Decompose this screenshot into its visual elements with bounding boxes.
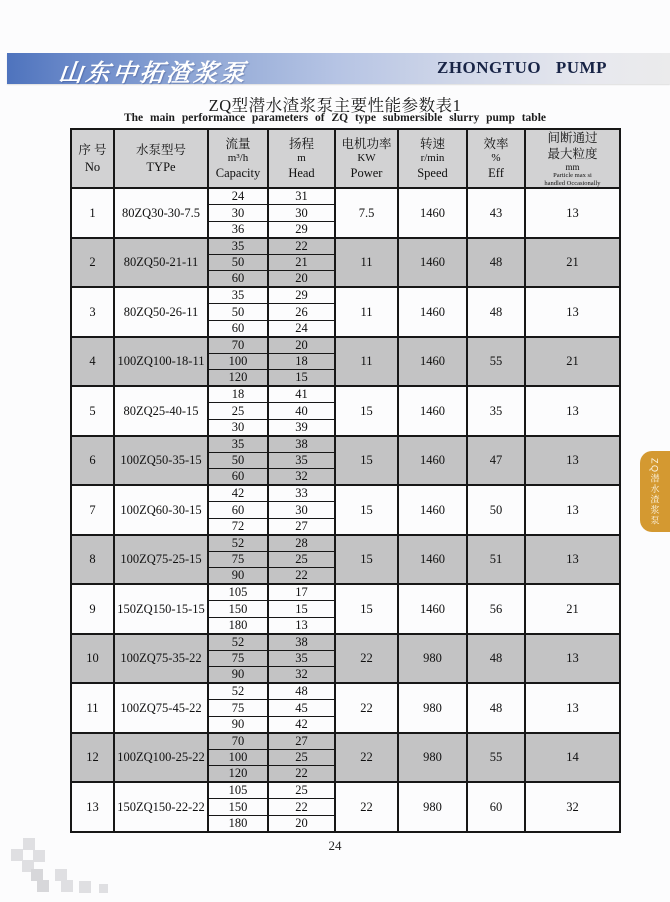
col-header-head: 扬程 m Head — [268, 129, 335, 188]
cell-row-no: 7 — [71, 485, 114, 535]
cell-pump-type: 80ZQ30-30-7.5 — [114, 188, 208, 238]
cell-row-no: 3 — [71, 287, 114, 337]
pump-row-11-sub-1 — [71, 683, 620, 700]
cell-pump-type: 150ZQ150-22-22 — [114, 782, 208, 832]
cell-head: 17 — [268, 584, 335, 601]
cell-capacity: 35 — [208, 238, 268, 255]
cell-power: 15 — [335, 436, 398, 486]
cell-pump-type: 100ZQ60-30-15 — [114, 485, 208, 535]
side-tab-label: ZQ潜水渣浆泵 — [649, 457, 660, 526]
cell-capacity: 150 — [208, 601, 268, 618]
pump-row-4-sub-1 — [71, 337, 620, 354]
cell-head: 20 — [268, 271, 335, 288]
cell-power: 15 — [335, 386, 398, 436]
cell-eff: 55 — [467, 733, 525, 783]
cell-capacity: 75 — [208, 650, 268, 667]
cell-head: 26 — [268, 304, 335, 321]
cell-capacity: 52 — [208, 634, 268, 651]
cell-particle: 13 — [525, 485, 620, 535]
cell-capacity: 105 — [208, 584, 268, 601]
cell-pump-type: 80ZQ25-40-15 — [114, 386, 208, 436]
cell-capacity: 30 — [208, 205, 268, 222]
cell-capacity: 60 — [208, 271, 268, 288]
cell-capacity: 70 — [208, 733, 268, 750]
cell-particle: 21 — [525, 238, 620, 288]
cell-particle: 13 — [525, 535, 620, 585]
cell-head: 30 — [268, 205, 335, 222]
cell-row-no: 2 — [71, 238, 114, 288]
cell-row-no: 1 — [71, 188, 114, 238]
cell-power: 15 — [335, 485, 398, 535]
table-header-row — [71, 129, 620, 188]
cell-row-no: 8 — [71, 535, 114, 585]
cell-speed: 1460 — [398, 238, 467, 288]
cell-eff: 43 — [467, 188, 525, 238]
cell-eff: 47 — [467, 436, 525, 486]
cell-capacity: 35 — [208, 436, 268, 453]
cell-head: 38 — [268, 436, 335, 453]
cell-head: 28 — [268, 535, 335, 552]
cell-eff: 48 — [467, 683, 525, 733]
cell-speed: 980 — [398, 634, 467, 684]
cell-capacity: 50 — [208, 452, 268, 469]
cell-capacity: 180 — [208, 617, 268, 634]
cell-speed: 1460 — [398, 287, 467, 337]
cell-row-no: 4 — [71, 337, 114, 387]
checker-square — [55, 869, 67, 881]
cell-head: 25 — [268, 551, 335, 568]
side-tab-zq-pump[interactable] — [640, 451, 670, 532]
cell-capacity: 120 — [208, 370, 268, 387]
cell-speed: 1460 — [398, 584, 467, 634]
cell-power: 22 — [335, 782, 398, 832]
cell-capacity: 30 — [208, 419, 268, 436]
cell-pump-type: 100ZQ50-35-15 — [114, 436, 208, 486]
cell-eff: 48 — [467, 634, 525, 684]
cell-power: 7.5 — [335, 188, 398, 238]
cell-capacity: 100 — [208, 749, 268, 766]
cell-head: 29 — [268, 287, 335, 304]
pump-row-3-sub-1 — [71, 287, 620, 304]
col-header-type: 水泵型号 TYPe — [114, 129, 208, 188]
cell-speed: 1460 — [398, 337, 467, 387]
cell-capacity: 75 — [208, 700, 268, 717]
cell-capacity: 52 — [208, 535, 268, 552]
cell-eff: 60 — [467, 782, 525, 832]
cell-head: 29 — [268, 221, 335, 238]
cell-head: 33 — [268, 485, 335, 502]
pump-row-8-sub-1 — [71, 535, 620, 552]
cell-head: 32 — [268, 469, 335, 486]
cell-head: 35 — [268, 452, 335, 469]
pump-row-13-sub-1 — [71, 782, 620, 799]
cell-head: 15 — [268, 370, 335, 387]
col-header-capacity: 流量 m³/h Capacity — [208, 129, 268, 188]
cell-capacity: 50 — [208, 254, 268, 271]
cell-speed: 980 — [398, 733, 467, 783]
cell-row-no: 13 — [71, 782, 114, 832]
pump-row-2-sub-1 — [71, 238, 620, 255]
cell-head: 27 — [268, 733, 335, 750]
company-logo-calligraphy: 山东中拓渣浆泵 — [57, 58, 250, 87]
cell-capacity: 60 — [208, 469, 268, 486]
cell-speed: 1460 — [398, 535, 467, 585]
cell-speed: 1460 — [398, 485, 467, 535]
cell-head: 30 — [268, 502, 335, 519]
page-title-chinese: ZQ型潜水渣浆泵主要性能参数表1 — [208, 96, 462, 115]
page-title-english: The main performance parameters of ZQ type submersible slurry pump table — [123, 112, 547, 124]
cell-capacity: 90 — [208, 568, 268, 585]
cell-row-no: 10 — [71, 634, 114, 684]
cell-row-no: 6 — [71, 436, 114, 486]
cell-speed: 980 — [398, 683, 467, 733]
cell-head: 42 — [268, 716, 335, 733]
cell-capacity: 75 — [208, 551, 268, 568]
cell-capacity: 120 — [208, 766, 268, 783]
cell-particle: 32 — [525, 782, 620, 832]
cell-head: 32 — [268, 667, 335, 684]
cell-row-no: 12 — [71, 733, 114, 783]
col-header-no: 序 号 No — [71, 129, 114, 188]
cell-capacity: 60 — [208, 320, 268, 337]
cell-pump-type: 100ZQ75-35-22 — [114, 634, 208, 684]
cell-pump-type: 100ZQ75-25-15 — [114, 535, 208, 585]
cell-head: 24 — [268, 320, 335, 337]
col-header-power: 电机功率 KW Power — [335, 129, 398, 188]
cell-capacity: 35 — [208, 287, 268, 304]
cell-row-no: 9 — [71, 584, 114, 634]
cell-pump-type: 100ZQ100-18-11 — [114, 337, 208, 387]
cell-speed: 1460 — [398, 188, 467, 238]
checker-square — [31, 869, 43, 881]
pump-row-5-sub-1 — [71, 386, 620, 403]
cell-head: 25 — [268, 749, 335, 766]
cell-head: 38 — [268, 634, 335, 651]
cell-power: 11 — [335, 287, 398, 337]
cell-capacity: 42 — [208, 485, 268, 502]
cell-head: 39 — [268, 419, 335, 436]
cell-eff: 55 — [467, 337, 525, 387]
cell-eff: 50 — [467, 485, 525, 535]
pump-row-7-sub-1 — [71, 485, 620, 502]
pump-row-1-sub-1 — [71, 188, 620, 205]
cell-head: 20 — [268, 337, 335, 354]
cell-head: 20 — [268, 815, 335, 832]
cell-particle: 13 — [525, 683, 620, 733]
cell-head: 22 — [268, 238, 335, 255]
col-header-speed: 转速 r/min Speed — [398, 129, 467, 188]
cell-particle: 21 — [525, 337, 620, 387]
cell-speed: 1460 — [398, 386, 467, 436]
cell-head: 15 — [268, 601, 335, 618]
page-number: 24 — [328, 838, 342, 853]
cell-capacity: 72 — [208, 518, 268, 535]
performance-parameters-table — [70, 128, 621, 833]
checker-square — [22, 860, 34, 872]
header-bar — [7, 53, 670, 87]
cell-capacity: 150 — [208, 799, 268, 816]
cell-head: 27 — [268, 518, 335, 535]
cell-head: 21 — [268, 254, 335, 271]
checker-square — [61, 880, 73, 892]
cell-speed: 980 — [398, 782, 467, 832]
cell-particle: 13 — [525, 287, 620, 337]
cell-pump-type: 100ZQ100-25-22 — [114, 733, 208, 783]
cell-capacity: 24 — [208, 188, 268, 205]
pump-row-12-sub-1 — [71, 733, 620, 750]
cell-capacity: 36 — [208, 221, 268, 238]
cell-power: 22 — [335, 733, 398, 783]
cell-head: 41 — [268, 386, 335, 403]
col-header-particle: 间断通过 最大粒度 mm Particle max si handled Occasionally — [525, 129, 620, 188]
cell-head: 31 — [268, 188, 335, 205]
cell-row-no: 11 — [71, 683, 114, 733]
cell-head: 48 — [268, 683, 335, 700]
cell-capacity: 60 — [208, 502, 268, 519]
cell-head: 22 — [268, 799, 335, 816]
cell-capacity: 50 — [208, 304, 268, 321]
cell-particle: 14 — [525, 733, 620, 783]
cell-power: 11 — [335, 337, 398, 387]
cell-capacity: 105 — [208, 782, 268, 799]
cell-head: 45 — [268, 700, 335, 717]
cell-capacity: 180 — [208, 815, 268, 832]
cell-eff: 35 — [467, 386, 525, 436]
cell-capacity: 18 — [208, 386, 268, 403]
cell-eff: 48 — [467, 287, 525, 337]
cell-capacity: 100 — [208, 353, 268, 370]
cell-power: 22 — [335, 634, 398, 684]
cell-eff: 56 — [467, 584, 525, 634]
pump-row-9-sub-1 — [71, 584, 620, 601]
checker-square — [99, 884, 108, 893]
checker-square — [79, 881, 91, 893]
brand-name: ZHONGTUO PUMP — [437, 58, 607, 77]
cell-particle: 13 — [525, 386, 620, 436]
cell-row-no: 5 — [71, 386, 114, 436]
cell-capacity: 70 — [208, 337, 268, 354]
cell-speed: 1460 — [398, 436, 467, 486]
cell-particle: 21 — [525, 584, 620, 634]
cell-head: 25 — [268, 782, 335, 799]
cell-capacity: 25 — [208, 403, 268, 420]
cell-particle: 13 — [525, 634, 620, 684]
cell-power: 22 — [335, 683, 398, 733]
cell-head: 35 — [268, 650, 335, 667]
cell-power: 11 — [335, 238, 398, 288]
cell-particle: 13 — [525, 436, 620, 486]
cell-head: 40 — [268, 403, 335, 420]
col-header-eff: 效率 % Eff — [467, 129, 525, 188]
cell-power: 15 — [335, 535, 398, 585]
cell-capacity: 90 — [208, 667, 268, 684]
cell-particle: 13 — [525, 188, 620, 238]
cell-head: 22 — [268, 568, 335, 585]
cell-power: 15 — [335, 584, 398, 634]
cell-head: 18 — [268, 353, 335, 370]
pump-row-6-sub-1 — [71, 436, 620, 453]
checker-square — [37, 880, 49, 892]
cell-pump-type: 80ZQ50-21-11 — [114, 238, 208, 288]
cell-head: 22 — [268, 766, 335, 783]
cell-pump-type: 80ZQ50-26-11 — [114, 287, 208, 337]
cell-eff: 48 — [467, 238, 525, 288]
pump-row-10-sub-1 — [71, 634, 620, 651]
cell-capacity: 52 — [208, 683, 268, 700]
cell-pump-type: 100ZQ75-45-22 — [114, 683, 208, 733]
cell-head: 13 — [268, 617, 335, 634]
cell-capacity: 90 — [208, 716, 268, 733]
cell-eff: 51 — [467, 535, 525, 585]
cell-pump-type: 150ZQ150-15-15 — [114, 584, 208, 634]
